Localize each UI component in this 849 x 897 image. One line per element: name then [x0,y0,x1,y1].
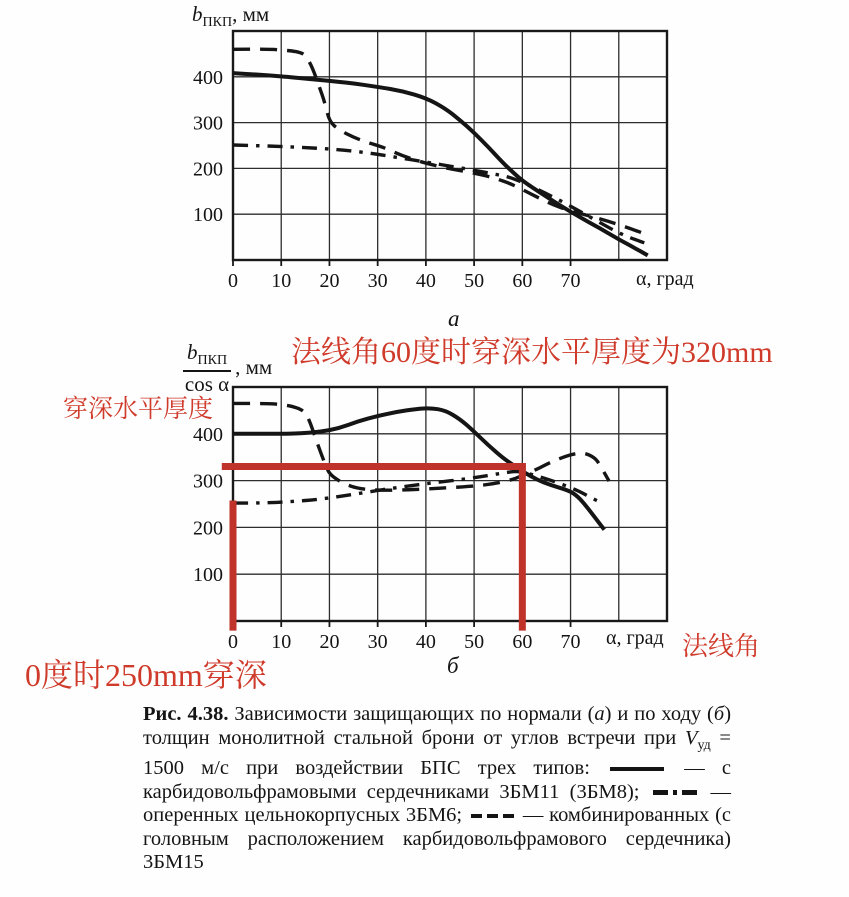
svg-text:0: 0 [228,270,238,292]
chart-a-x-axis-label: α, град [636,268,694,290]
y-units: , мм [232,2,270,26]
chart-b-x-axis-label: α, град [606,627,664,649]
svg-text:400: 400 [193,66,223,89]
annotation-horizontal-thickness: 穿深水平厚度 [63,396,214,423]
caption-text: с карбидовольфрамовыми сердечниками 3БМ11 (3БМ8); [143,757,732,803]
svg-text:10: 10 [271,631,292,653]
y-var-sub: ПКП [202,15,233,31]
caption-figure-number: Рис. 4.38. [143,703,229,725]
caption-velocity-var: V [684,726,698,749]
svg-text:40: 40 [415,270,436,292]
chart-b-plot [193,387,667,653]
svg-text:60: 60 [512,631,533,653]
svg-text:50: 50 [464,270,485,292]
chart-a-plot [193,31,667,292]
svg-text:200: 200 [193,158,223,181]
svg-text:100: 100 [193,564,223,587]
chart-a-y-axis-label [192,2,269,31]
caption-text: ) толщин монолитной стальной брони от углов встречи при [143,703,732,749]
caption-text: комбинированных (с головным расположением карбидовольфрамового сердечника) 3БМ15 [143,804,731,874]
caption-letter-a: а [594,703,605,725]
y-units: , мм [235,355,273,380]
y-var: b [187,340,198,364]
svg-text:10: 10 [271,270,292,292]
figure-caption [143,703,731,875]
svg-text:30: 30 [367,270,388,292]
svg-text:70: 70 [560,631,581,653]
svg-text:50: 50 [464,631,485,653]
y-var-sub: ПКП [197,353,228,369]
legend-sample-dashed-line [471,814,514,819]
fraction [183,341,231,395]
chart-a-letter: а [448,306,460,331]
svg-text:60: 60 [512,270,533,292]
caption-letter-b: б [713,703,725,725]
legend-sample-dash-dot-line [653,790,698,795]
svg-text:70: 70 [560,270,581,292]
svg-text:40: 40 [415,631,436,653]
caption-text: оперенных цельнокорпусных 3БМ6; [143,804,468,827]
svg-text:300: 300 [193,470,223,493]
y-var: b [192,2,203,26]
caption-text: = 1500 м/с при воздействии БПС трех типов: [143,726,731,780]
caption-velocity-sub: уд [697,737,711,753]
svg-text:100: 100 [193,204,223,227]
chart-b-letter: б [447,653,459,678]
caption-text: — [516,804,550,827]
legend-sample-solid-line [610,767,664,772]
svg-text:30: 30 [367,631,388,653]
svg-text:20: 20 [319,270,340,292]
annotation-normal-angle: 法线角 [682,632,761,661]
svg-text:300: 300 [193,112,223,135]
svg-text:200: 200 [193,517,223,540]
svg-text:400: 400 [193,423,223,446]
chart-b-y-axis-label [183,341,272,395]
svg-text:20: 20 [319,631,340,653]
caption-text: ) и по ходу ( [604,703,714,725]
annotation-top-note: 法线角60度时穿深水平厚度为320mm [291,336,773,369]
caption-text: Зависимости защищающих по нормали ( [228,703,595,725]
fraction-numerator [183,341,231,372]
caption-text: — [700,780,732,803]
fraction-denominator: cos α [184,371,230,396]
annotation-zero-degree-note: 0度时250mm穿深 [25,657,267,693]
svg-text:0: 0 [228,631,238,653]
caption-text: — [667,757,722,780]
